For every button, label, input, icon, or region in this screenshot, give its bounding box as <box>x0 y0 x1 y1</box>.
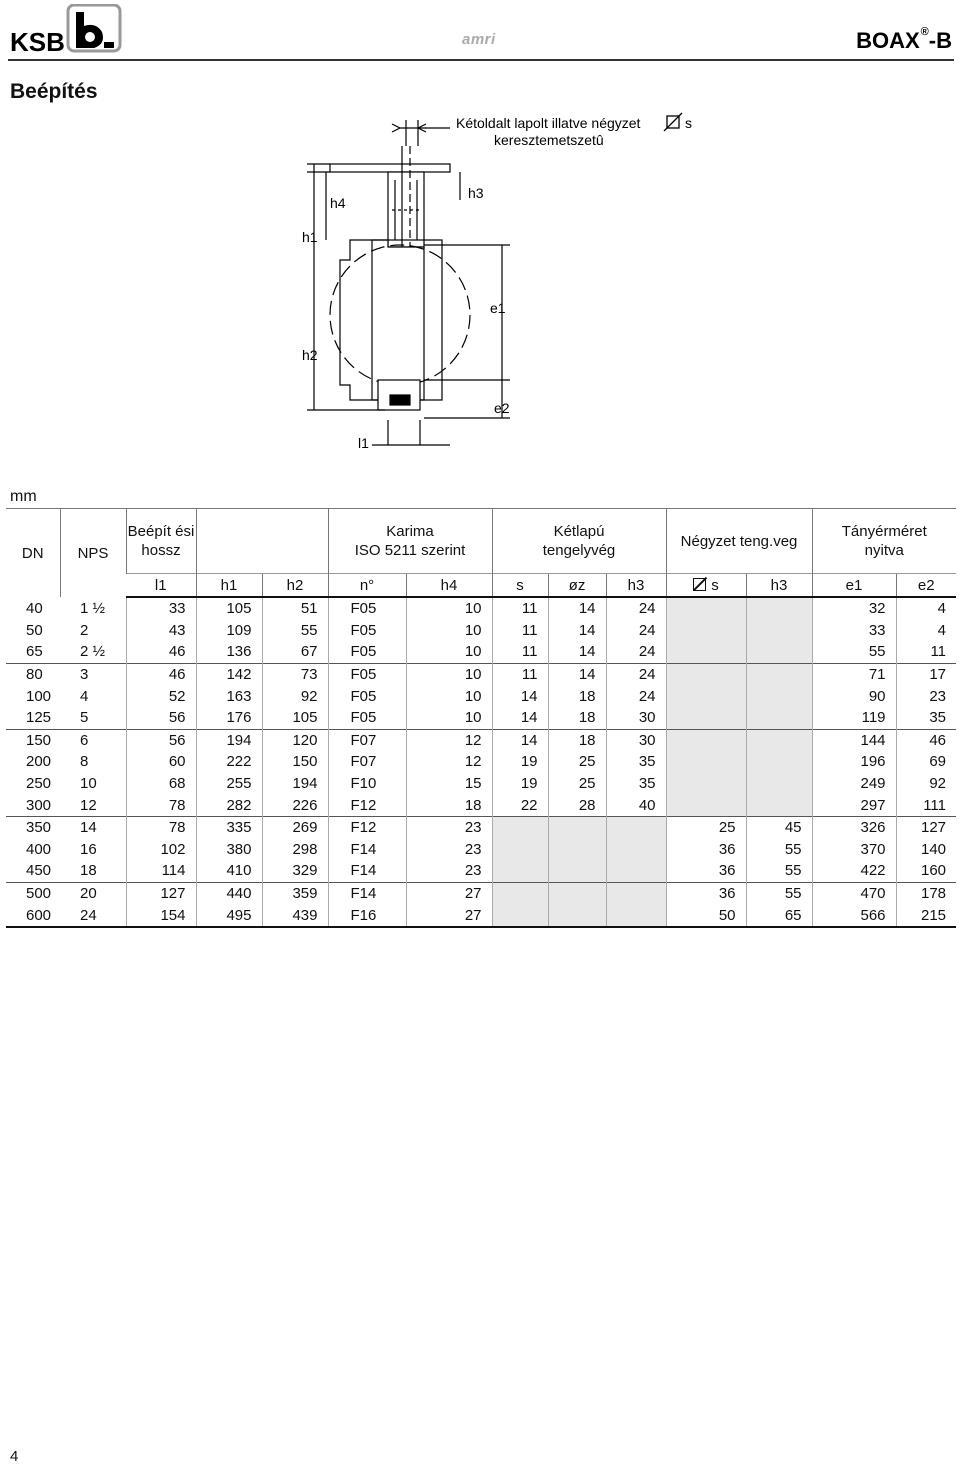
table-row <box>6 685 956 707</box>
cell-h2: 359 <box>262 882 328 904</box>
cell-nps: 16 <box>80 840 97 858</box>
cell-l1: 78 <box>126 794 196 816</box>
label-l1: l1 <box>358 435 369 451</box>
cell-h2: 439 <box>262 904 328 927</box>
page-number: 4 <box>10 1448 19 1465</box>
cell-h4: 10 <box>406 620 492 642</box>
cell-oz: 18 <box>548 729 606 751</box>
cell-nps: 12 <box>80 796 97 814</box>
cell-s: 19 <box>492 751 548 773</box>
cell-l1: 46 <box>126 663 196 685</box>
cell-n: F07 <box>328 729 406 751</box>
cell-h2: 329 <box>262 860 328 882</box>
cell-nps: 20 <box>60 882 126 904</box>
cell-h1: 255 <box>196 773 262 795</box>
cell-oz <box>548 882 606 904</box>
cell-e2: 127 <box>896 816 956 838</box>
cell-h3 <box>606 860 666 882</box>
label-e1: e1 <box>490 300 506 316</box>
cell-h3 <box>606 882 666 904</box>
cell-e2: 140 <box>896 839 956 861</box>
cell-h3 <box>606 816 666 838</box>
cell-h2: 120 <box>262 729 328 751</box>
table-row <box>6 904 956 927</box>
cell-l1: 78 <box>126 816 196 838</box>
col-disc: Tányérméret nyitva <box>812 509 956 574</box>
cell-e2: 23 <box>896 685 956 707</box>
cell-s <box>492 839 548 861</box>
annotation-line1: Kétoldalt lapolt illatve négyzet <box>456 115 641 131</box>
cell-h1: 222 <box>196 751 262 773</box>
cell-sq-h3: 55 <box>746 860 812 882</box>
cell-e1: 326 <box>812 816 896 838</box>
cell-h3: 40 <box>606 794 666 816</box>
cell-s: 11 <box>492 641 548 663</box>
cell-h3: 24 <box>606 685 666 707</box>
cell-nps: 3 <box>60 663 126 685</box>
cell-sq-h3: 65 <box>746 904 812 927</box>
cell-e1: 90 <box>812 685 896 707</box>
cell-sq-h3 <box>746 751 812 773</box>
cell-sq-h3: 45 <box>746 816 812 838</box>
cell-h1: 163 <box>196 685 262 707</box>
cell-dn: 65 <box>26 643 43 661</box>
cell-e1: 119 <box>812 707 896 729</box>
cell-h4: 10 <box>406 707 492 729</box>
cell-dn: 100 <box>26 687 52 705</box>
cell-sq-h3: 55 <box>746 882 812 904</box>
table-row <box>6 597 956 620</box>
cell-oz: 25 <box>548 773 606 795</box>
cell-sq-s <box>666 663 746 685</box>
table-row <box>6 729 956 751</box>
dimensions-table <box>6 508 956 928</box>
cell-l1: 60 <box>126 751 196 773</box>
cell-oz <box>548 904 606 927</box>
cell-nps: 4 <box>80 687 89 705</box>
cell-oz: 14 <box>548 597 606 620</box>
cell-h3 <box>606 839 666 861</box>
cell-h3: 35 <box>606 773 666 795</box>
cell-h3: 24 <box>606 641 666 663</box>
table-group-header-row <box>6 509 956 574</box>
cell-sq-s <box>666 641 746 663</box>
cell-sq-h3 <box>746 663 812 685</box>
cell-l1: 102 <box>126 839 196 861</box>
cell-h1: 282 <box>196 794 262 816</box>
table-row <box>6 641 956 663</box>
cell-sq-h3 <box>746 729 812 751</box>
cell-n: F14 <box>328 860 406 882</box>
cell-dn: 450 <box>26 862 52 880</box>
cell-s: 11 <box>492 597 548 620</box>
cell-h1: 142 <box>196 663 262 685</box>
col-install-length: Beépít ési hossz <box>126 509 196 574</box>
cell-e2: 92 <box>896 773 956 795</box>
cell-h2: 150 <box>262 751 328 773</box>
sub-header-oz: øz <box>548 574 606 598</box>
cell-nps: 6 <box>60 729 126 751</box>
annotation-s: s <box>685 115 692 131</box>
cell-dn: 80 <box>6 663 60 685</box>
label-e2: e2 <box>494 400 510 416</box>
cell-nps: 10 <box>80 775 97 793</box>
cell-nps: 14 <box>60 816 126 838</box>
cell-n: F05 <box>328 685 406 707</box>
cell-h2: 298 <box>262 839 328 861</box>
cell-dn: 350 <box>6 816 60 838</box>
col-nps: NPS <box>60 509 126 598</box>
cell-e1: 249 <box>812 773 896 795</box>
cell-n: F14 <box>328 882 406 904</box>
cell-h2: 269 <box>262 816 328 838</box>
cell-e1: 566 <box>812 904 896 927</box>
cell-dn: 600 <box>6 904 60 927</box>
cell-s <box>492 904 548 927</box>
cell-h1: 105 <box>196 597 262 620</box>
cell-sq-s: 36 <box>666 839 746 861</box>
cell-h4: 15 <box>406 773 492 795</box>
cell-h2: 73 <box>262 663 328 685</box>
cell-h4: 23 <box>406 860 492 882</box>
header-rule <box>8 59 954 61</box>
cell-n: F12 <box>328 794 406 816</box>
cell-e2: 69 <box>896 751 956 773</box>
table-row <box>6 794 956 816</box>
cell-h2: 105 <box>262 707 328 729</box>
cell-l1: 154 <box>126 904 196 927</box>
cell-dn: 50 <box>26 621 43 639</box>
cell-oz: 14 <box>548 641 606 663</box>
cell-e2: 4 <box>896 597 956 620</box>
cell-h1: 410 <box>196 860 262 882</box>
cell-e1: 33 <box>812 620 896 642</box>
cell-h4: 12 <box>406 751 492 773</box>
cell-dn: 200 <box>26 753 52 771</box>
cell-s: 11 <box>492 620 548 642</box>
col-dn: DN <box>6 509 60 598</box>
cell-e1: 55 <box>812 641 896 663</box>
cell-h4: 10 <box>406 641 492 663</box>
cell-sq-h3: 55 <box>746 839 812 861</box>
sub-header-n: n° <box>328 574 406 598</box>
cell-e1: 470 <box>812 882 896 904</box>
cell-sq-s: 50 <box>666 904 746 927</box>
cell-n: F05 <box>328 620 406 642</box>
cell-n: F14 <box>328 839 406 861</box>
cell-h1: 136 <box>196 641 262 663</box>
cell-s <box>492 860 548 882</box>
sub-header-s: s <box>492 574 548 598</box>
cell-dn: 125 <box>26 709 52 727</box>
cell-l1: 52 <box>126 685 196 707</box>
cell-h4: 10 <box>406 663 492 685</box>
cell-h3: 24 <box>606 597 666 620</box>
square-section-icon <box>693 578 706 591</box>
cell-l1: 127 <box>126 882 196 904</box>
cell-dn: 300 <box>26 796 52 814</box>
table-row <box>6 773 956 795</box>
cell-h1: 495 <box>196 904 262 927</box>
sub-header-e2: e2 <box>896 574 956 598</box>
cell-h3: 24 <box>606 620 666 642</box>
col-shaft: Kétlapú tengelyvég <box>492 509 666 574</box>
cell-h3: 24 <box>606 663 666 685</box>
cell-oz: 14 <box>548 663 606 685</box>
col-flange: Karima ISO 5211 szerint <box>328 509 492 574</box>
cell-nps: 2 <box>80 621 89 639</box>
table-row <box>6 663 956 685</box>
cell-sq-s <box>666 597 746 620</box>
cell-s: 22 <box>492 794 548 816</box>
cell-h2: 194 <box>262 773 328 795</box>
cell-h1: 194 <box>196 729 262 751</box>
cell-l1: 56 <box>126 729 196 751</box>
cell-sq-h3 <box>746 685 812 707</box>
cell-e1: 297 <box>812 794 896 816</box>
table-row <box>6 620 956 642</box>
cell-l1: 33 <box>126 597 196 620</box>
cell-h1: 176 <box>196 707 262 729</box>
cell-l1: 43 <box>126 620 196 642</box>
cell-e2: 178 <box>896 882 956 904</box>
cell-s <box>492 816 548 838</box>
cell-h1: 335 <box>196 816 262 838</box>
cell-h4: 23 <box>406 816 492 838</box>
sub-header-square-s: s <box>666 574 746 598</box>
cell-s: 19 <box>492 773 548 795</box>
cell-oz: 14 <box>548 620 606 642</box>
cell-sq-h3 <box>746 794 812 816</box>
cell-sq-s <box>666 729 746 751</box>
cell-h4: 27 <box>406 904 492 927</box>
sub-header-h1: h1 <box>196 574 262 598</box>
cell-nps: 18 <box>80 862 97 880</box>
table-row <box>6 882 956 904</box>
cell-dn: 400 <box>26 840 52 858</box>
cell-e2: 46 <box>896 729 956 751</box>
cell-oz <box>548 839 606 861</box>
cell-dn: 40 <box>26 599 43 617</box>
cell-nps: 1 ½ <box>80 599 106 617</box>
cell-sq-h3 <box>746 773 812 795</box>
cell-h2: 67 <box>262 641 328 663</box>
cell-nps: 5 <box>80 709 89 727</box>
cell-nps: 2 ½ <box>80 643 106 661</box>
cell-sq-s <box>666 773 746 795</box>
sub-header-e1: e1 <box>812 574 896 598</box>
cell-h1: 109 <box>196 620 262 642</box>
cell-h1: 440 <box>196 882 262 904</box>
cell-h3: 30 <box>606 729 666 751</box>
cell-n: F05 <box>328 707 406 729</box>
cell-e2: 215 <box>896 904 956 927</box>
table-sub-header-row <box>6 574 956 598</box>
cell-h2: 226 <box>262 794 328 816</box>
cell-sq-h3 <box>746 641 812 663</box>
cell-h4: 12 <box>406 729 492 751</box>
col-blank <box>196 509 328 574</box>
cell-sq-s: 36 <box>666 882 746 904</box>
cell-sq-s <box>666 751 746 773</box>
label-h1: h1 <box>302 229 318 245</box>
cell-h4: 23 <box>406 839 492 861</box>
ksb-logo <box>10 4 122 56</box>
cell-oz: 28 <box>548 794 606 816</box>
cell-s: 14 <box>492 685 548 707</box>
cell-h4: 10 <box>406 597 492 620</box>
cell-h2: 55 <box>262 620 328 642</box>
cell-sq-h3 <box>746 707 812 729</box>
label-h3: h3 <box>468 185 484 201</box>
cell-l1: 46 <box>126 641 196 663</box>
cell-nps: 24 <box>60 904 126 927</box>
section-title: Beépítés <box>10 80 98 103</box>
cell-h3 <box>606 904 666 927</box>
cell-dn: 250 <box>26 775 52 793</box>
sub-header-square-h3: h3 <box>746 574 812 598</box>
cell-s <box>492 882 548 904</box>
table-row <box>6 839 956 861</box>
cell-h3: 35 <box>606 751 666 773</box>
amri-logo: amri <box>462 31 496 48</box>
table-row <box>6 751 956 773</box>
cell-n: F05 <box>328 641 406 663</box>
cell-h4: 27 <box>406 882 492 904</box>
cell-h2: 51 <box>262 597 328 620</box>
cell-sq-h3 <box>746 597 812 620</box>
table-row <box>6 860 956 882</box>
cell-sq-s <box>666 685 746 707</box>
sub-header-h3: h3 <box>606 574 666 598</box>
cell-l1: 114 <box>126 860 196 882</box>
cell-h2: 92 <box>262 685 328 707</box>
cell-n: F07 <box>328 751 406 773</box>
cell-e1: 422 <box>812 860 896 882</box>
cell-s: 11 <box>492 663 548 685</box>
cell-e2: 11 <box>896 641 956 663</box>
cell-n: F05 <box>328 663 406 685</box>
cell-n: F05 <box>328 597 406 620</box>
square-shaft-symbol <box>664 113 682 131</box>
cell-n: F12 <box>328 816 406 838</box>
table-row <box>6 707 956 729</box>
col-square: Négyzet teng.veg <box>666 509 812 574</box>
cell-e1: 71 <box>812 663 896 685</box>
cell-n: F16 <box>328 904 406 927</box>
cell-e1: 32 <box>812 597 896 620</box>
sub-header-h2: h2 <box>262 574 328 598</box>
cell-h3: 30 <box>606 707 666 729</box>
cell-e2: 160 <box>896 860 956 882</box>
cell-s: 14 <box>492 707 548 729</box>
cell-e2: 111 <box>896 794 956 816</box>
cell-dn: 500 <box>6 882 60 904</box>
product-name: BOAX®-B <box>856 26 952 53</box>
sub-header-h4: h4 <box>406 574 492 598</box>
valve-drawing <box>280 100 720 470</box>
cell-nps: 8 <box>80 753 89 771</box>
table-row <box>6 816 956 838</box>
cell-e2: 4 <box>896 620 956 642</box>
cell-dn: 150 <box>6 729 60 751</box>
label-h4: h4 <box>330 195 346 211</box>
svg-text:KSB: KSB <box>10 27 65 56</box>
cell-oz: 18 <box>548 685 606 707</box>
cell-l1: 68 <box>126 773 196 795</box>
cell-sq-s <box>666 707 746 729</box>
cell-s: 14 <box>492 729 548 751</box>
cell-e1: 144 <box>812 729 896 751</box>
cell-n: F10 <box>328 773 406 795</box>
cell-sq-s: 25 <box>666 816 746 838</box>
cell-sq-s <box>666 620 746 642</box>
cell-h4: 10 <box>406 685 492 707</box>
cell-h4: 18 <box>406 794 492 816</box>
label-h2: h2 <box>302 347 318 363</box>
cell-oz: 18 <box>548 707 606 729</box>
cell-oz <box>548 816 606 838</box>
page-header <box>0 0 960 62</box>
sub-header-l1: l1 <box>126 574 196 598</box>
cell-h1: 380 <box>196 839 262 861</box>
cell-e1: 196 <box>812 751 896 773</box>
cell-sq-h3 <box>746 620 812 642</box>
cell-e2: 35 <box>896 707 956 729</box>
cell-e1: 370 <box>812 839 896 861</box>
cell-oz <box>548 860 606 882</box>
cell-oz: 25 <box>548 751 606 773</box>
units-label: mm <box>10 488 37 505</box>
annotation-line2: keresztemetszetû <box>494 132 604 148</box>
cell-l1: 56 <box>126 707 196 729</box>
cell-sq-s: 36 <box>666 860 746 882</box>
cell-e2: 17 <box>896 663 956 685</box>
cell-sq-s <box>666 794 746 816</box>
